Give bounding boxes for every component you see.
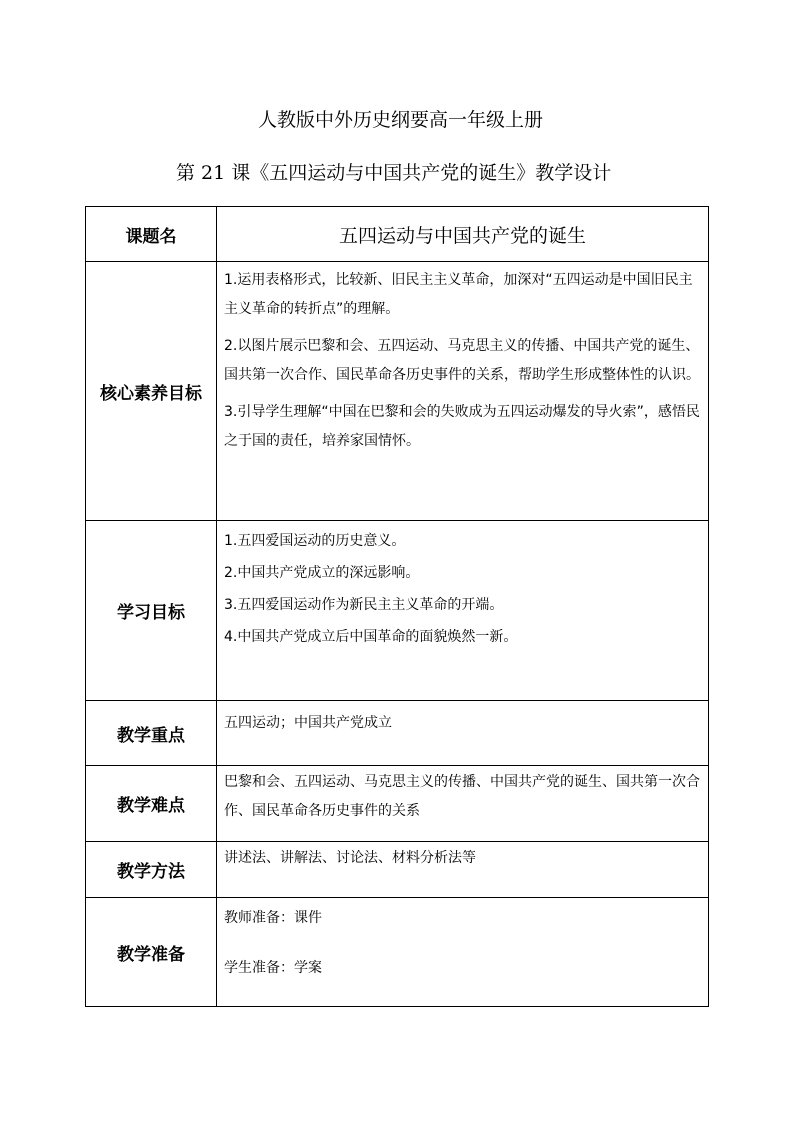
learning-goal-item: 4.中国共产党成立后中国革命的面貌焕然一新。 xyxy=(224,629,518,645)
core-literacy-item: 1.运用表格形式，比较新、旧民主主义革命，加深对“五四运动是中国旧民主主义革命的转折点”的理解。 xyxy=(224,272,693,317)
student-preparation: 学生准备：学案 xyxy=(224,960,322,976)
difficulty-value: 巴黎和会、五四运动、马克思主义的传播、中国共产党的诞生、国共第一次合作、国民革命各历史事件的关系 xyxy=(217,766,709,842)
table-row-method xyxy=(86,842,709,898)
learning-goal-item: 1.五四爱国运动的历史意义。 xyxy=(224,533,406,549)
preparation-content xyxy=(217,898,709,1007)
method-label: 教学方法 xyxy=(86,842,217,898)
learning-goal-item: 3.五四爱国运动作为新民主主义革命的开端。 xyxy=(224,597,504,613)
table-row-preparation xyxy=(86,898,709,1007)
difficulty-label: 教学难点 xyxy=(86,766,217,842)
focus-value: 五四运动；中国共产党成立 xyxy=(217,701,709,766)
focus-label: 教学重点 xyxy=(86,701,217,766)
core-literacy-label: 核心素养目标 xyxy=(86,262,217,521)
topic-label: 课题名 xyxy=(86,207,217,262)
learning-goal-item: 2.中国共产党成立的深远影响。 xyxy=(224,565,420,581)
topic-value: 五四运动与中国共产党的诞生 xyxy=(217,207,709,262)
table-row-learning-goals xyxy=(86,521,709,701)
lesson-plan-table xyxy=(85,206,709,1007)
core-literacy-content xyxy=(217,262,709,521)
core-literacy-item: 3.引导学生理解“中国在巴黎和会的失败成为五四运动爆发的导火索”，感悟民之于国的责任，培养家国情怀。 xyxy=(224,404,700,449)
table-row-topic xyxy=(86,207,709,262)
learning-goals-content xyxy=(217,521,709,701)
core-literacy-item: 2.以图片展示巴黎和会、五四运动、马克思主义的传播、中国共产党的诞生、国共第一次合作、国民革命各历史事件的关系，帮助学生形成整体性的认识。 xyxy=(224,338,700,383)
table-row-focus xyxy=(86,701,709,766)
method-value: 讲述法、讲解法、讨论法、材料分析法等 xyxy=(217,842,709,898)
document-title: 人教版中外历史纲要高一年级上册 xyxy=(258,109,544,131)
table-row-difficulty xyxy=(86,766,709,842)
teacher-preparation: 教师准备：课件 xyxy=(224,910,322,926)
learning-goals-label: 学习目标 xyxy=(86,521,217,701)
preparation-label: 教学准备 xyxy=(86,898,217,1007)
table-row-core-literacy xyxy=(86,262,709,521)
document-subtitle: 第 21 课《五四运动与中国共产党的诞生》教学设计 xyxy=(176,162,612,184)
